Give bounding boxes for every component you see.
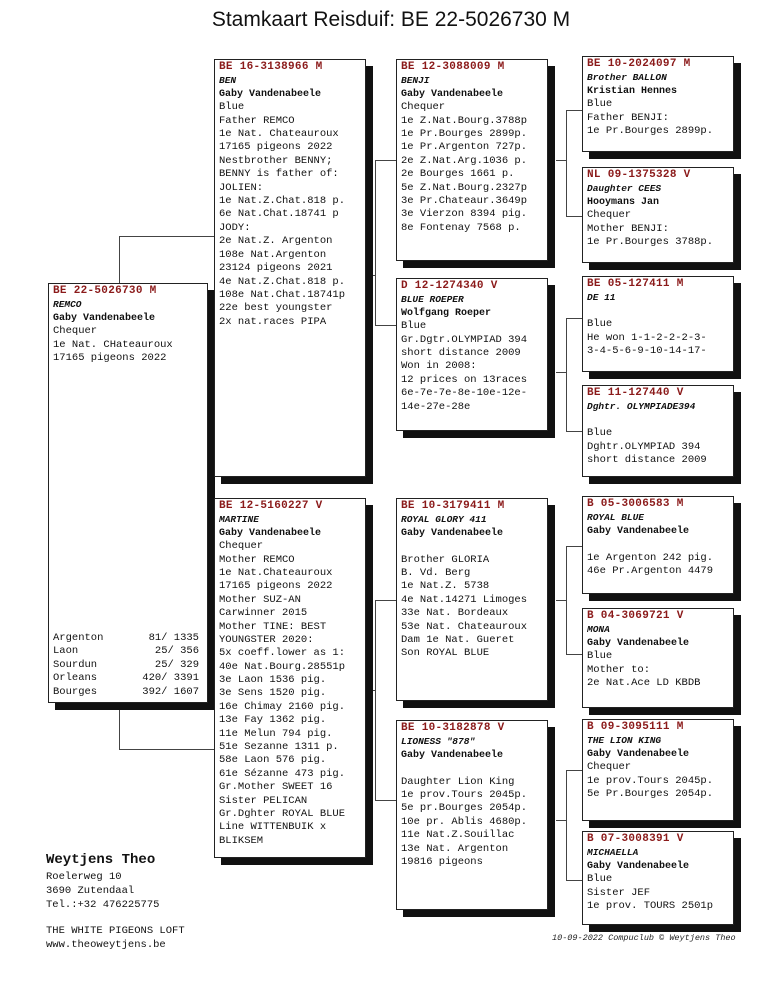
info-line: 5x coeff.lower as 1: [219, 647, 346, 660]
info-line [587, 538, 729, 551]
info-line: 58e Laon 576 pig. [219, 754, 327, 767]
breeder-name: Gaby Vandenabeele [587, 525, 690, 537]
breeder-name: Gaby Vandenabeele [401, 88, 504, 100]
info-line: BLIKSEM [219, 834, 264, 847]
address-line: 3690 Zutendaal [46, 885, 135, 897]
info-line: 4e Nat.14271 Limoges [401, 593, 528, 606]
pigeon-name: BLUE ROEPER [401, 294, 464, 306]
breeder-name: Gaby Vandenabeele [53, 312, 156, 324]
info-line: 3e Pr.Chateaur.3649p [401, 195, 528, 208]
info-line: 1e Pr.Argenton 727p. [401, 141, 528, 154]
info-line: 1e prov.Tours 2045p. [587, 774, 714, 787]
info-line: 2e Z.Nat.Arg.1036 p. [401, 154, 528, 167]
phone-number: Tel.:+32 476225775 [46, 899, 160, 911]
connector-line [375, 160, 376, 325]
info-line: 3e Sens 1520 pig. [219, 687, 327, 700]
info-line: 2e Nat.Z. Argenton [219, 235, 333, 248]
race-name: Orleans [53, 672, 98, 685]
race-value: 420/ 3391 [142, 672, 199, 685]
pigeon-card-fm [396, 278, 548, 431]
ring-number: NL 09-1375328 V [587, 169, 691, 181]
connector-line [556, 820, 567, 821]
pigeon-name: THE LION KING [587, 735, 662, 747]
connector-line [566, 546, 582, 547]
race-value: 25/ 329 [154, 658, 199, 671]
info-line: 22e best youngster [219, 302, 333, 315]
pigeon-name: ROYAL BLUE [587, 512, 645, 524]
ring-number: BE 10-3182878 V [401, 722, 505, 734]
info-line: 40e Nat.Bourg.28551p [219, 660, 346, 673]
info-line: Carwinner 2015 [219, 607, 308, 620]
info-line: Mother SUZ-AN [219, 593, 301, 606]
breeder-name: Gaby Vandenabeele [401, 749, 504, 761]
pigeon-name: BEN [219, 75, 237, 87]
info-line: Blue [587, 427, 613, 440]
info-line: Chequer [219, 540, 264, 553]
info-line: JOLIEN: [219, 181, 264, 194]
pigeon-name: Brother BALLON [587, 72, 667, 84]
info-line: 17165 pigeons 2022 [53, 352, 167, 365]
info-line: 5e Pr.Bourges 2054p. [587, 788, 714, 801]
ring-number: B 07-3008391 V [587, 833, 684, 845]
connector-line [566, 110, 567, 216]
owner-footer [46, 850, 185, 952]
info-line: 2e Bourges 1661 p. [401, 168, 515, 181]
info-line: 13e Fay 1362 pig. [219, 714, 327, 727]
pigeon-name: Daughter CEES [587, 183, 662, 195]
info-line: 11e Nat.Z.Souillac [401, 829, 515, 842]
pigeon-name: REMCO [53, 299, 82, 311]
breeder-name: Wolfgang Roeper [401, 307, 492, 319]
info-line: 3e Vierzon 8394 pig. [401, 208, 528, 221]
ring-number: BE 12-5160227 V [219, 500, 323, 512]
connector-line [566, 880, 582, 881]
info-line: Chequer [587, 761, 632, 774]
info-line: Sister JEF [587, 886, 651, 899]
info-line: 13e Nat. Argenton [401, 842, 509, 855]
breeder-name [587, 305, 729, 318]
pigeon-card-ff [396, 59, 548, 261]
race-results [53, 632, 199, 699]
info-line: Sister PELICAN [219, 794, 308, 807]
info-line: 1e prov. TOURS 2501p [587, 900, 714, 913]
breeder-name: Gaby Vandenabeele [219, 88, 322, 100]
connector-line [556, 372, 567, 373]
connector-line [566, 318, 582, 319]
pigeon-name: LIONESS "878" [401, 736, 476, 748]
info-line: Gr.Dgtr.OLYMPIAD 394 [401, 333, 528, 346]
pigeon-name: Dghtr. OLYMPIADE394 [587, 401, 696, 413]
connector-line [566, 770, 582, 771]
owner-name: Weytjens Theo [46, 852, 156, 868]
breeder-name: Gaby Vandenabeele [587, 860, 690, 872]
info-line: Mother REMCO [219, 553, 295, 566]
info-line: Blue [587, 318, 613, 331]
connector-line [556, 600, 567, 601]
info-line: 14e-27e-28e [401, 400, 471, 413]
connector-line [566, 318, 567, 431]
info-line: 11e Melun 794 pig. [219, 727, 333, 740]
info-line: Mother TINE: BEST [219, 620, 327, 633]
loft-name: THE WHITE PIGEONS LOFT [46, 925, 185, 937]
info-line: 1e Z.Nat.Bourg.3788p [401, 114, 528, 127]
race-name: Argenton [53, 631, 104, 644]
pigeon-card-mf [396, 498, 548, 701]
info-line: 6e Nat.Chat.18741 p [219, 208, 339, 221]
info-line: 5e pr.Bourges 2054p. [401, 802, 528, 815]
ring-number: BE 10-2024097 M [587, 58, 691, 70]
info-line: 51e Sezanne 1311 p. [219, 741, 339, 754]
info-line: 10e pr. Ablis 4680p. [401, 815, 528, 828]
pigeon-card-father [214, 59, 366, 477]
connector-line [119, 749, 215, 750]
info-line: Blue [401, 320, 427, 333]
info-line: 1e Nat. CHateauroux [53, 338, 173, 351]
info-line: 5e Z.Nat.Bourg.2327p [401, 181, 528, 194]
pigeon-card-mm [396, 720, 548, 910]
address-line: Roelerweg 10 [46, 871, 122, 883]
ring-number: BE 05-127411 M [587, 278, 684, 290]
info-line: YOUNGSTER 2020: [219, 633, 314, 646]
pigeon-card-mmf [582, 719, 734, 821]
info-line: 1e Nat.Chateauroux [219, 566, 333, 579]
connector-line [366, 690, 376, 691]
race-result-row [53, 672, 199, 685]
info-line: 4e Nat.Z.Chat.818 p. [219, 275, 346, 288]
connector-line [566, 110, 582, 111]
spacer [46, 912, 185, 924]
info-line: 1e Pr.Bourges 3788p. [587, 236, 714, 249]
info-line: Brother GLORIA [401, 553, 490, 566]
info-line: Dghtr.OLYMPIAD 394 [587, 440, 701, 453]
race-value: 81/ 1335 [148, 631, 199, 644]
connector-line [119, 236, 120, 286]
pigeon-name: MONA [587, 624, 610, 636]
race-result-row [53, 645, 199, 658]
pigeon-card-fmf [582, 276, 734, 372]
ring-number: BE 12-3088009 M [401, 61, 505, 73]
connector-line [375, 325, 397, 326]
connector-line [119, 702, 120, 749]
pigeon-card-mmm [582, 831, 734, 925]
info-line: 2x nat.races PIPA [219, 315, 327, 328]
breeder-name: Gaby Vandenabeele [219, 527, 322, 539]
info-line: Father REMCO [219, 114, 295, 127]
ring-number: B 09-3095111 M [587, 721, 684, 733]
info-line: 17165 pigeons 2022 [219, 580, 333, 593]
race-result-row [53, 632, 199, 645]
info-line: 3e Laon 1536 pig. [219, 674, 327, 687]
info-line: 19816 pigeons [401, 856, 483, 869]
info-line: 1e Pr.Bourges 2899p. [587, 125, 714, 138]
breeder-name: Gaby Vandenabeele [401, 527, 504, 539]
info-line: Blue [219, 101, 245, 114]
connector-line [375, 160, 397, 161]
ring-number: BE 16-3138966 M [219, 61, 323, 73]
info-line: Gr.Mother SWEET 16 [219, 781, 333, 794]
info-line: Father BENJI: [587, 111, 669, 124]
connector-line [566, 770, 567, 880]
info-line: BENNY is father of: [219, 168, 339, 181]
info-line: 61e Sézanne 473 pig. [219, 767, 346, 780]
print-stamp: 10-09-2022 Compuclub © Weytjens Theo [552, 933, 736, 943]
info-line: Nestbrother BENNY; [219, 154, 333, 167]
connector-line [566, 431, 582, 432]
info-line: short distance 2009 [587, 454, 707, 467]
race-result-row [53, 686, 199, 699]
connector-line [566, 216, 582, 217]
page-title: Stamkaart Reisduif: BE 22-5026730 M [211, 8, 571, 31]
info-line: B. Vd. Berg [401, 567, 471, 580]
breeder-name: Gaby Vandenabeele [587, 748, 690, 760]
connector-line [119, 236, 215, 237]
info-line: 1e prov.Tours 2045p. [401, 789, 528, 802]
breeder-name: Gaby Vandenabeele [587, 637, 690, 649]
info-line: He won 1-1-2-2-2-3- [587, 331, 707, 344]
info-line: 2e Nat.Ace LD KBDB [587, 677, 701, 690]
info-line: 8e Fontenay 7568 p. [401, 221, 521, 234]
info-line: 108e Nat.Chat.18741p [219, 288, 346, 301]
pigeon-name: DE 11 [587, 292, 616, 304]
info-line: 3-4-5-6-9-10-14-17- [587, 345, 707, 358]
info-line: 1e Argenton 242 pig. [587, 551, 714, 564]
pigeon-name: BENJI [401, 75, 430, 87]
ring-number: D 12-1274340 V [401, 280, 498, 292]
connector-line [375, 600, 376, 800]
ring-number: B 05-3006583 M [587, 498, 684, 510]
info-line: 12 prices on 13races [401, 373, 528, 386]
connector-line [375, 600, 397, 601]
info-line: Gr.Dghter ROYAL BLUE [219, 807, 346, 820]
pigeon-card-mother [214, 498, 366, 858]
pigeon-card-mff [582, 496, 734, 594]
pigeon-name: MARTINE [219, 514, 259, 526]
info-line: Line WITTENBUIK x [219, 821, 327, 834]
info-line: Chequer [587, 209, 632, 222]
pigeon-card-subject [48, 283, 208, 703]
info-line: Mother BENJI: [587, 222, 669, 235]
info-line: 46e Pr.Argenton 4479 [587, 565, 714, 578]
race-name: Laon [53, 645, 79, 658]
pigeon-name: MICHAELLA [587, 847, 639, 859]
pigeon-card-fmm [582, 385, 734, 477]
info-line: 17165 pigeons 2022 [219, 141, 333, 154]
info-line [401, 540, 543, 553]
pigeon-name: ROYAL GLORY 411 [401, 514, 487, 526]
info-line: 108e Nat.Argenton [219, 248, 327, 261]
info-line: Dam 1e Nat. Gueret [401, 634, 515, 647]
info-line: 1e Nat.Z.Chat.818 p. [219, 195, 346, 208]
info-line: 53e Nat. Chateauroux [401, 620, 528, 633]
race-value: 25/ 356 [154, 645, 199, 658]
info-line: Blue [587, 873, 613, 886]
info-line: JODY: [219, 221, 251, 234]
breeder-name: Hooymans Jan [587, 196, 660, 208]
breeder-name: Kristian Hennes [587, 85, 678, 97]
info-line: Son ROYAL BLUE [401, 647, 490, 660]
info-line: Chequer [53, 325, 98, 338]
info-line: Daughter Lion King [401, 775, 515, 788]
info-line: 16e Chimay 2160 pig. [219, 700, 346, 713]
race-name: Bourges [53, 685, 98, 698]
info-line: Mother to: [587, 663, 651, 676]
ring-number: B 04-3069721 V [587, 610, 684, 622]
info-line: Blue [587, 98, 613, 111]
connector-line [556, 160, 567, 161]
connector-line [566, 654, 582, 655]
info-line [401, 762, 543, 775]
website-link[interactable]: www.theoweytjens.be [46, 939, 166, 951]
breeder-name [587, 414, 729, 427]
info-line: Chequer [401, 101, 446, 114]
info-line: Won in 2008: [401, 360, 477, 373]
info-line: 1e Nat. Chateauroux [219, 128, 339, 141]
connector-line [366, 275, 376, 276]
info-line: 1e Nat.Z. 5738 [401, 580, 490, 593]
info-line: 1e Pr.Bourges 2899p. [401, 128, 528, 141]
info-line: 6e-7e-7e-8e-10e-12e- [401, 387, 528, 400]
info-line: short distance 2009 [401, 347, 521, 360]
pigeon-card-ffm [582, 167, 734, 263]
ring-number: BE 22-5026730 M [53, 285, 157, 297]
race-value: 392/ 1607 [142, 685, 199, 698]
info-line: 23124 pigeons 2021 [219, 262, 333, 275]
pigeon-card-fff [582, 56, 734, 152]
info-line: Blue [587, 650, 613, 663]
connector-line [375, 800, 397, 801]
race-result-row [53, 659, 199, 672]
race-name: Sourdun [53, 658, 98, 671]
info-line: 33e Nat. Bordeaux [401, 607, 509, 620]
ring-number: BE 11-127440 V [587, 387, 684, 399]
ring-number: BE 10-3179411 M [401, 500, 505, 512]
pigeon-card-mfm [582, 608, 734, 708]
